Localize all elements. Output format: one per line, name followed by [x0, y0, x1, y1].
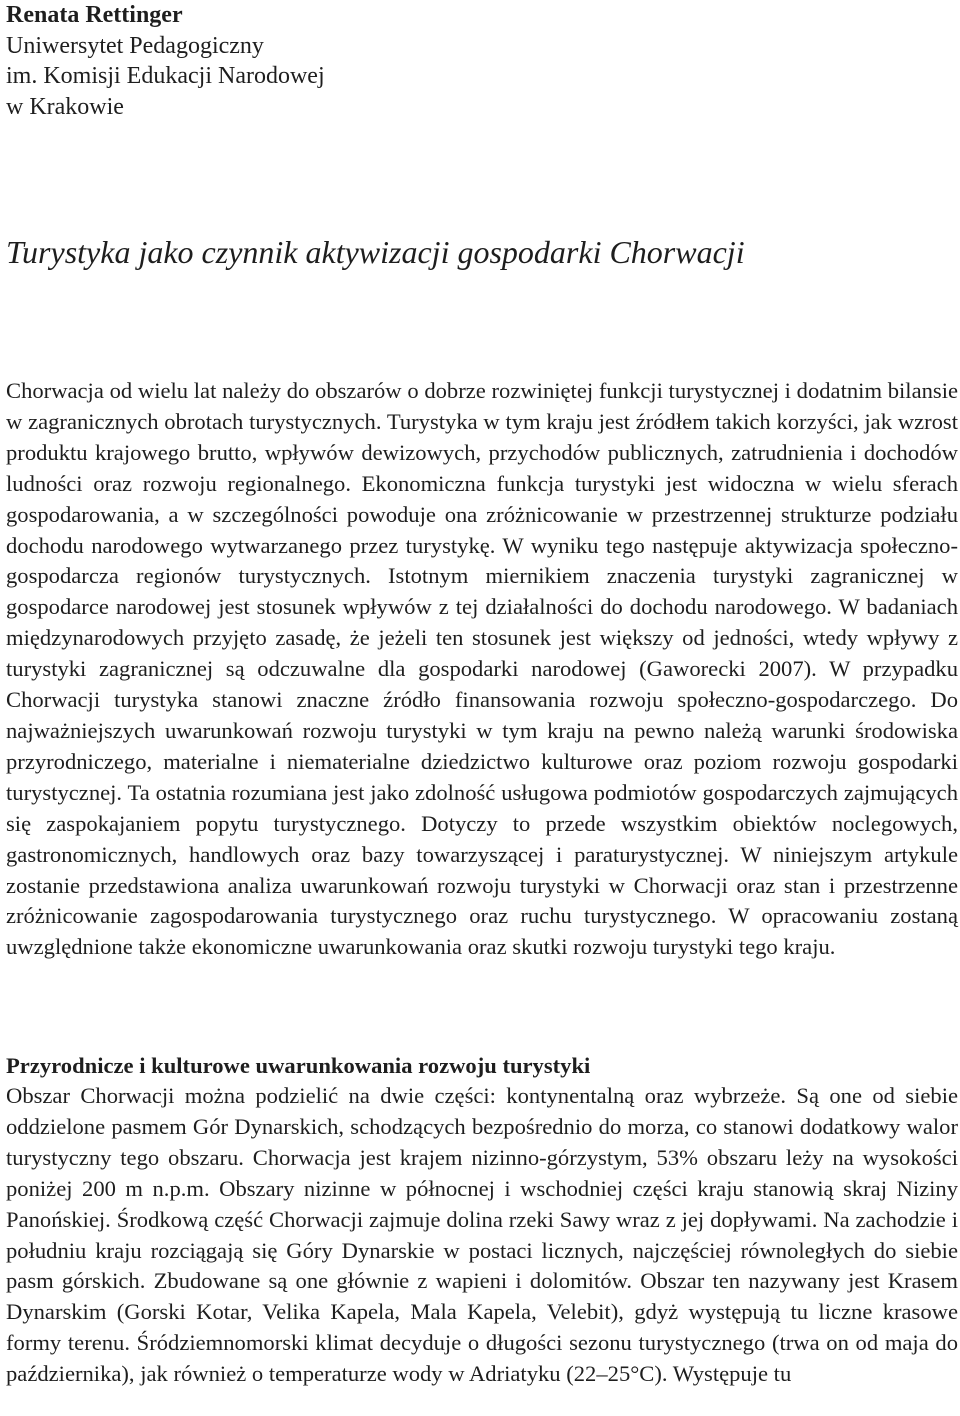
affiliation-line: im. Komisji Edukacji Narodowej — [6, 63, 325, 89]
section-paragraph: Obszar Chorwacji można podzielić na dwie części: kontynentalną oraz wybrzeże. Są one od siebie oddzielone pasmem Gór Dynarskich, schodzących bezpośrednio do morza, co stanowi dodatkowy walor turystyczny tego obszaru. Chorwacja jest krajem nizinno-górzystym, 53% obszaru leży na wysokości poniżej 200 m n.p.m. Obszary nizinne w północnej i wschodniej części kraju stanowią skraj Niziny Panońskiej. Środkową część Chorwacji zajmuje dolina rzeki Sawy wraz z jej dopływami. Na zachodzie i południu kraju rozciągają się Góry Dynarskie w postaci licznych, najczęściej równoległych do siebie pasm górskich. Zbudowane są one głównie z wapieni i dolomitów. Obszar ten nazywany jest Krasem Dynarskim (Gorski Kotar, Velika Kapela, Mala Kapela, Velebit), gdyż występują tu liczne krasowe formy terenu. Śródziemnomorski klimat decyduje o długości sezonu turystycznego (trwa on od maja do października), jak również o temperaturze wody w Adriatyku (22–25°C). Występuje tu — [6, 1083, 958, 1387]
section-heading: Przyrodnicze i kulturowe uwarunkowania rozwoju turystyki — [6, 1053, 591, 1078]
author-name: Renata Rettinger — [6, 2, 183, 28]
affiliation-line: w Krakowie — [6, 93, 124, 120]
author-block — [6, 0, 606, 122]
affiliation-line: Uniwersytet Pedagogiczny — [6, 32, 264, 59]
article-title: Turystyka jako czynnik aktywizacji gospodarki Chorwacji — [6, 234, 745, 270]
intro-paragraph: Chorwacja od wielu lat należy do obszarów o dobrze rozwiniętej funkcji turystycznej i dodatnim bilansie w zagranicznych obrotach turystycznych. Turystyka w tym kraju jest źródłem takich korzyści, jak wzrost produktu krajowego brutto, wpływów dewizowych, przychodów publicznych, zatrudnienia i dochodów ludności oraz rozwoju regionalnego. Ekonomiczna funkcja turystyki jest widoczna w wielu sferach gospodarowania, a w szczególności powoduje ona zróżnicowanie w przestrzennej strukturze podziału dochodu narodowego wytwarzanego przez turystykę. W wyniku tego następuje aktywizacja społeczno-gospodarcza regionów turystycznych. Istotnym miernikiem znaczenia turystyki zagranicznej w gospodarce narodowej jest stosunek wpływów z tej działalności do dochodu narodowego. W badaniach międzynarodowych przyjęto zasadę, że jeżeli ten stosunek jest większy od jedności, wtedy wpływy z turystyki zagranicznej są odczuwalne dla gospodarki narodowej (Gaworecki 2007). W przypadku Chorwacji turystyka stanowi znaczne źródło finansowania rozwoju społeczno-gospodarczego. Do najważniejszych uwarunkowań rozwoju turystyki w tym kraju na pewno należą warunki środowiska przyrodniczego, materialne i niematerialne dziedzictwo kulturowe oraz poziom rozwoju gospodarki turystycznej. Ta ostatnia rozumiana jest jako zdolność usługowa podmiotów gospodarczych zajmujących się zaspokajaniem popytu turystycznego. Dotyczy to przede wszystkim obiektów noclegowych, gastronomicznych, handlowych oraz bazy towarzyszącej i paraturystycznej. W niniejszym artykule zostanie przedstawiona analiza uwarunkowań rozwoju turystyki w Chorwacji oraz stan i przestrzenne zróżnicowanie zagospodarowania turystycznego oraz ruchu turystycznego. W opracowaniu zostaną uwzględnione także ekonomiczne uwarunkowania oraz skutki rozwoju turystyki tego kraju. — [6, 378, 958, 960]
